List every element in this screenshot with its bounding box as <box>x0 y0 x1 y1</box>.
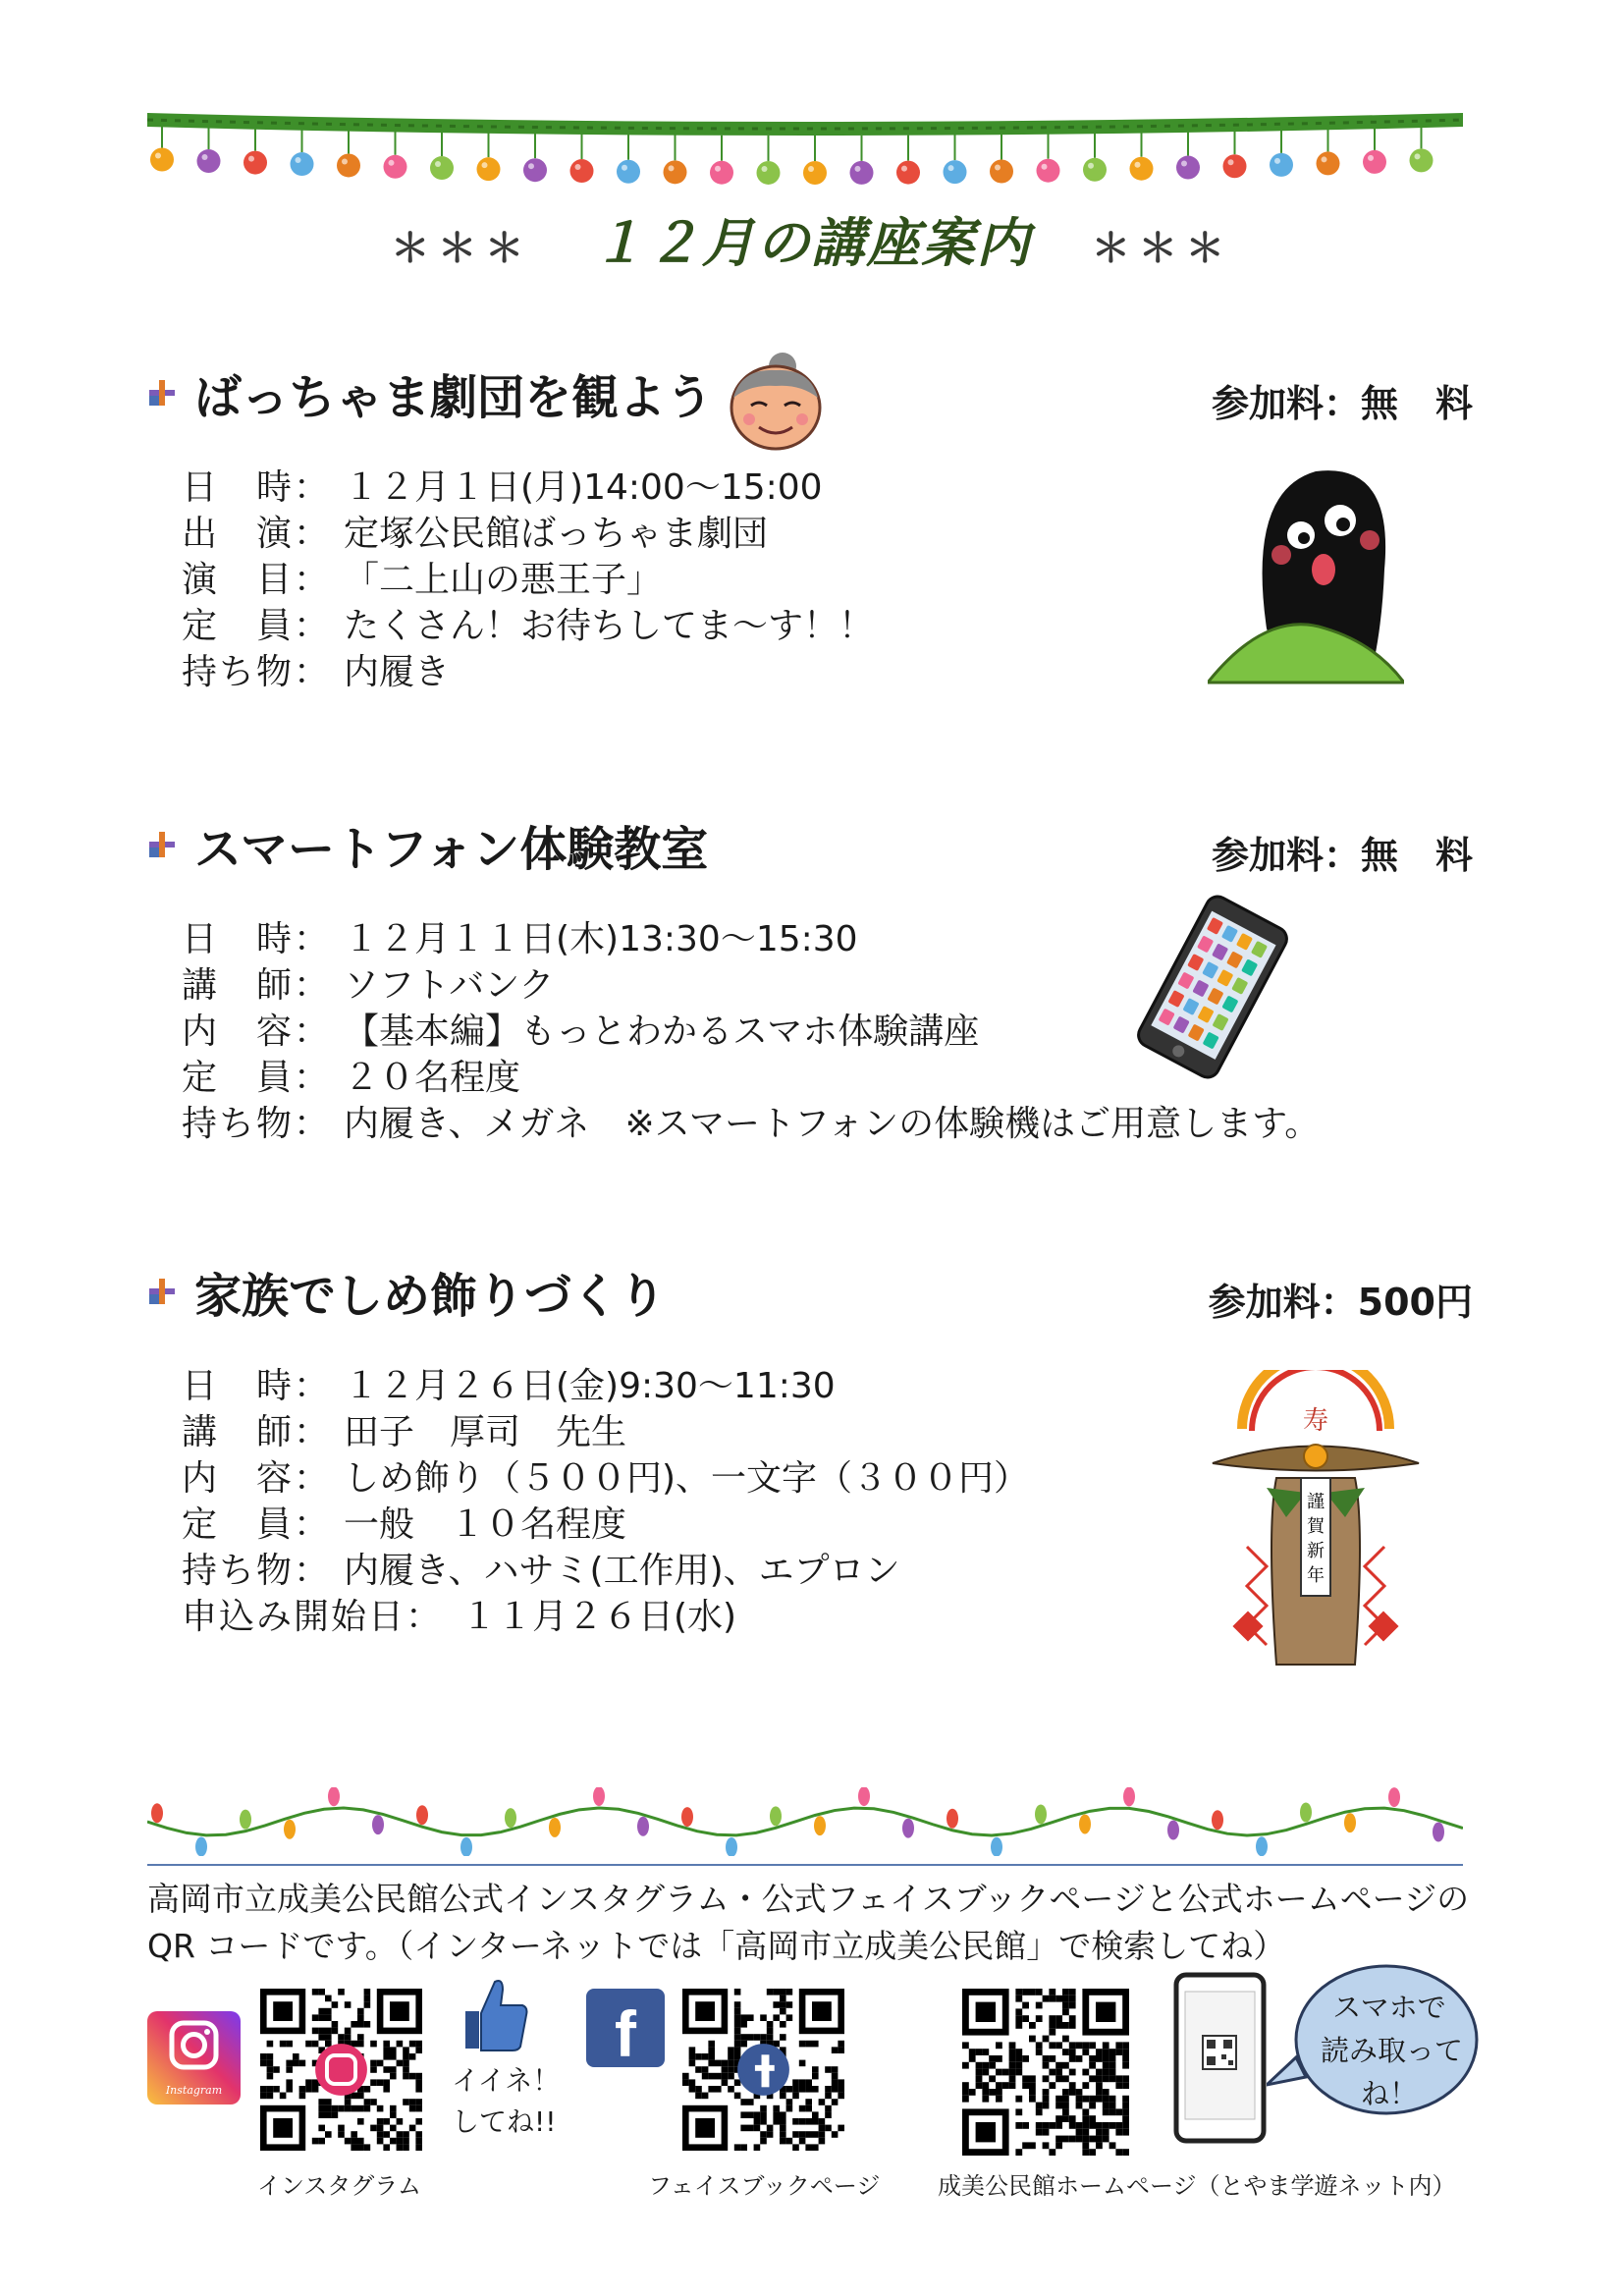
fee-label-text: 参加料： <box>1208 1281 1358 1324</box>
info-row <box>182 554 874 600</box>
light-bulb <box>593 1787 605 1806</box>
section-heading <box>147 1262 667 1324</box>
light-bulb <box>1123 1787 1135 1806</box>
title-stars-left: ＊＊＊ <box>390 226 532 271</box>
info-value: ソフトバンク <box>344 965 555 1006</box>
light-bulb <box>1079 1814 1091 1833</box>
ornament-ball <box>243 151 267 175</box>
footer-description <box>147 1876 1483 1970</box>
info-value: 「二上山の悪王子」 <box>344 560 663 600</box>
ornament-ball <box>896 161 920 185</box>
ornament-shine <box>855 166 861 172</box>
ornament-shine <box>482 162 488 168</box>
grandma-illustration <box>722 349 830 457</box>
info-row <box>182 1545 1029 1591</box>
facebook-icon[interactable]: f <box>586 1989 665 2067</box>
ornament-shine <box>1368 155 1374 161</box>
info-row <box>182 462 874 508</box>
info-value: ２０名程度 <box>344 1058 521 1098</box>
light-bulb <box>726 1837 737 1856</box>
ornament-shine <box>808 166 814 172</box>
light-bulb <box>637 1817 649 1836</box>
ornament-shine <box>622 165 627 171</box>
info-value: 田子 厚司 先生 <box>344 1412 627 1452</box>
monster-illustration <box>1208 462 1404 687</box>
info-label: 日 時： <box>182 467 332 508</box>
facebook-qr-code[interactable] <box>682 1989 844 2151</box>
ornament-ball <box>1223 154 1247 178</box>
ornament-shine <box>1415 153 1421 159</box>
ornament-shine <box>155 152 161 158</box>
ornament-ball <box>1176 156 1200 180</box>
light-bulb <box>1212 1810 1223 1830</box>
light-bulb <box>460 1837 472 1856</box>
section-batchama-theater <box>147 363 1473 717</box>
like-text: イイネ！ してね!! <box>452 2064 561 2138</box>
ornament-ball <box>197 149 221 173</box>
ornament-ball <box>990 159 1013 183</box>
ornament-shine <box>1274 158 1280 164</box>
fee-value: 無 料 <box>1360 834 1473 877</box>
light-bulb <box>284 1820 296 1839</box>
ornament-ball <box>291 152 314 176</box>
fee-value: 無 料 <box>1360 382 1473 425</box>
ornament-ball <box>617 160 640 184</box>
light-bulb <box>1344 1813 1356 1832</box>
footer-divider <box>147 1864 1463 1866</box>
title-stars-right: ＊＊＊ <box>1091 226 1233 271</box>
ornament-ball <box>150 147 174 171</box>
light-bulb <box>151 1803 163 1823</box>
facebook-caption: フェイスブックページ <box>648 2172 881 2200</box>
ornament-shine <box>1322 156 1327 162</box>
info-row <box>182 508 874 554</box>
light-bulb <box>858 1787 870 1806</box>
ornament-ball <box>1270 153 1293 177</box>
light-bulb <box>947 1809 958 1829</box>
ornament-garland-top <box>147 108 1463 196</box>
ornament-ball <box>944 160 967 184</box>
section-smartphone-class <box>147 815 1473 1169</box>
ornament-shine <box>528 163 534 169</box>
info-value: １２月１１日(木)13:30～15:30 <box>344 919 858 959</box>
ornament-shine <box>248 156 254 162</box>
info-value: １２月１日(月)14:00～15:00 <box>344 467 823 508</box>
ornament-shine <box>575 164 581 170</box>
ornament-ball <box>337 153 360 177</box>
section-info <box>182 1360 1029 1637</box>
info-row <box>182 1098 1320 1144</box>
info-row <box>182 1360 1029 1406</box>
bubble-text: スマホで 読み取って ね！ <box>1321 1991 1464 2110</box>
ornament-ball <box>384 155 407 179</box>
info-row <box>182 1591 1029 1637</box>
light-bulb <box>770 1806 782 1826</box>
ornament-shine <box>762 166 768 172</box>
instagram-badge <box>315 2044 367 2096</box>
light-bulb <box>505 1808 516 1828</box>
ornament-shine <box>1088 163 1094 169</box>
ornament-ball <box>1037 159 1060 183</box>
ornament-ball <box>1083 158 1107 182</box>
info-value: 内履き <box>344 652 451 692</box>
info-value: たくさん！お待ちしてま～す！！ <box>344 606 875 646</box>
info-value: １１月２６日(水) <box>461 1597 737 1637</box>
section-heading <box>147 363 714 425</box>
info-label: 定 員： <box>182 606 332 646</box>
title-main: １２月の講座案内 <box>591 212 1032 274</box>
light-bulb <box>240 1810 251 1830</box>
ornament-ball <box>803 161 827 185</box>
instagram-logo-text: Instagram <box>165 2084 223 2097</box>
info-row <box>182 1406 1029 1452</box>
ornament-shine <box>995 164 1001 170</box>
info-label: 講 師： <box>182 1412 332 1452</box>
info-label: 講 師： <box>182 965 332 1006</box>
ornament-shine <box>389 160 395 166</box>
footer-line: QR コードです。（インターネットでは「高岡市立成美公民館」で検索してね） <box>147 1927 1286 1965</box>
ornament-shine <box>715 166 721 172</box>
page-title <box>0 201 1623 277</box>
light-bulb <box>991 1837 1002 1856</box>
info-label: 持ち物： <box>182 1104 332 1144</box>
ornament-ball <box>757 161 781 185</box>
banner-char: 新 <box>1307 1541 1325 1561</box>
smartphone-illustration <box>1114 889 1311 1085</box>
info-label: 日 時： <box>182 1366 332 1406</box>
ornament-shine <box>435 161 441 167</box>
light-bulb <box>549 1818 561 1837</box>
phone-scan-icon <box>1173 1972 1267 2144</box>
light-garland-bottom <box>147 1787 1463 1856</box>
homepage-qr-code[interactable] <box>962 1989 1129 2156</box>
info-value: 内履き、メガネ ※スマートフォンの体験機はご用意します。 <box>344 1104 1321 1144</box>
thumbs-up-icon <box>461 1972 530 2055</box>
ornament-ball <box>1363 150 1386 174</box>
info-label: 演 目： <box>182 560 332 600</box>
info-value: 内履き、ハサミ(工作用)、エプロン <box>344 1551 900 1591</box>
ornament-ball <box>1410 148 1434 172</box>
info-value: しめ飾り（５００円)、一文字（３００円） <box>344 1458 1030 1499</box>
info-row <box>182 646 874 692</box>
ornament-ball <box>570 159 594 183</box>
bullet-icon <box>147 1277 177 1306</box>
light-bulb <box>902 1819 914 1838</box>
banner-char: 謹 <box>1307 1492 1325 1512</box>
section-title: ばっちゃま劇団を観よう <box>194 369 714 425</box>
ornament-shine <box>669 165 675 171</box>
light-bulb <box>328 1787 340 1806</box>
ornament-shine <box>296 157 301 163</box>
ornament-shine <box>1228 159 1234 165</box>
ornament-shine <box>1042 164 1048 170</box>
info-label: 持ち物： <box>182 652 332 692</box>
info-value: 定塚公民館ばっちゃま劇団 <box>344 514 769 554</box>
light-bulb <box>1035 1804 1047 1824</box>
instagram-icon <box>147 2011 241 2080</box>
ornament-ball <box>430 156 454 180</box>
info-label: 内 容： <box>182 1458 332 1499</box>
light-bulb <box>681 1807 693 1827</box>
info-value: 一般 １０名程度 <box>344 1504 627 1545</box>
ornament-ball <box>477 157 501 181</box>
kotobuki-char: 寿 <box>1302 1406 1329 1436</box>
info-row <box>182 1499 1029 1545</box>
info-value: １２月２６日(金)9:30～11:30 <box>344 1366 836 1406</box>
info-label: 内 容： <box>182 1011 332 1052</box>
ornament-shine <box>202 154 208 160</box>
light-bulb <box>1167 1821 1179 1840</box>
homepage-caption: 成美公民館ホームページ（とやま学遊ネット内） <box>938 2172 1456 2200</box>
info-label: 日 時： <box>182 919 332 959</box>
light-bulb <box>195 1837 207 1856</box>
info-label: 定 員： <box>182 1058 332 1098</box>
section-info <box>182 462 874 692</box>
light-bulb <box>1388 1787 1400 1807</box>
ornament-ball <box>850 161 874 185</box>
fee-label <box>1212 373 1473 427</box>
ornament-ball <box>1317 151 1340 175</box>
section-title: スマートフォン体験教室 <box>194 821 709 877</box>
info-row <box>182 600 874 646</box>
fee-label-text: 参加料： <box>1211 834 1361 877</box>
light-bulb <box>372 1815 384 1834</box>
bullet-icon <box>147 378 177 408</box>
fee-label <box>1209 1272 1473 1326</box>
light-bulb <box>416 1805 428 1825</box>
ornament-shine <box>1181 161 1187 167</box>
ornament-shine <box>948 165 954 171</box>
instagram-qr-code[interactable] <box>260 1989 422 2151</box>
section-title: 家族でしめ飾りづくり <box>194 1268 667 1324</box>
section-heading <box>147 815 709 877</box>
ornament-shine <box>901 166 907 172</box>
bullet-icon <box>147 830 177 859</box>
ornament-ball <box>664 160 687 184</box>
light-bulb <box>1256 1836 1268 1856</box>
light-bulb <box>814 1816 826 1835</box>
footer-line: 高岡市立成美公民館公式インスタグラム・公式フェイスブックページと公式ホームページの <box>147 1880 1470 1918</box>
info-row <box>182 1452 1029 1499</box>
section-shimekazari-workshop <box>147 1262 1473 1637</box>
shimekazari-illustration <box>1208 1370 1424 1674</box>
ornament-shine <box>1135 162 1141 168</box>
ornament-ball <box>523 158 547 182</box>
info-label: 定 員： <box>182 1504 332 1545</box>
info-label: 申込み開始日： <box>182 1597 444 1637</box>
banner-char: 年 <box>1307 1565 1325 1586</box>
ornament-shine <box>342 158 348 164</box>
instagram-logo[interactable] <box>147 2011 241 2105</box>
ornament-ball <box>710 161 733 185</box>
info-value: 【基本編】もっとわかるスマホ体験講座 <box>344 1011 980 1052</box>
banner-char: 賀 <box>1307 1516 1325 1537</box>
info-label: 持ち物： <box>182 1551 332 1591</box>
instagram-caption: インスタグラム <box>257 2172 422 2200</box>
light-bulb <box>1300 1802 1312 1822</box>
info-label: 出 演： <box>182 514 332 554</box>
light-bulb <box>1433 1823 1444 1842</box>
fee-label-text: 参加料： <box>1211 382 1361 425</box>
fee-label <box>1212 825 1473 879</box>
fee-value: 500円 <box>1357 1281 1473 1324</box>
ornament-ball <box>1130 157 1154 181</box>
